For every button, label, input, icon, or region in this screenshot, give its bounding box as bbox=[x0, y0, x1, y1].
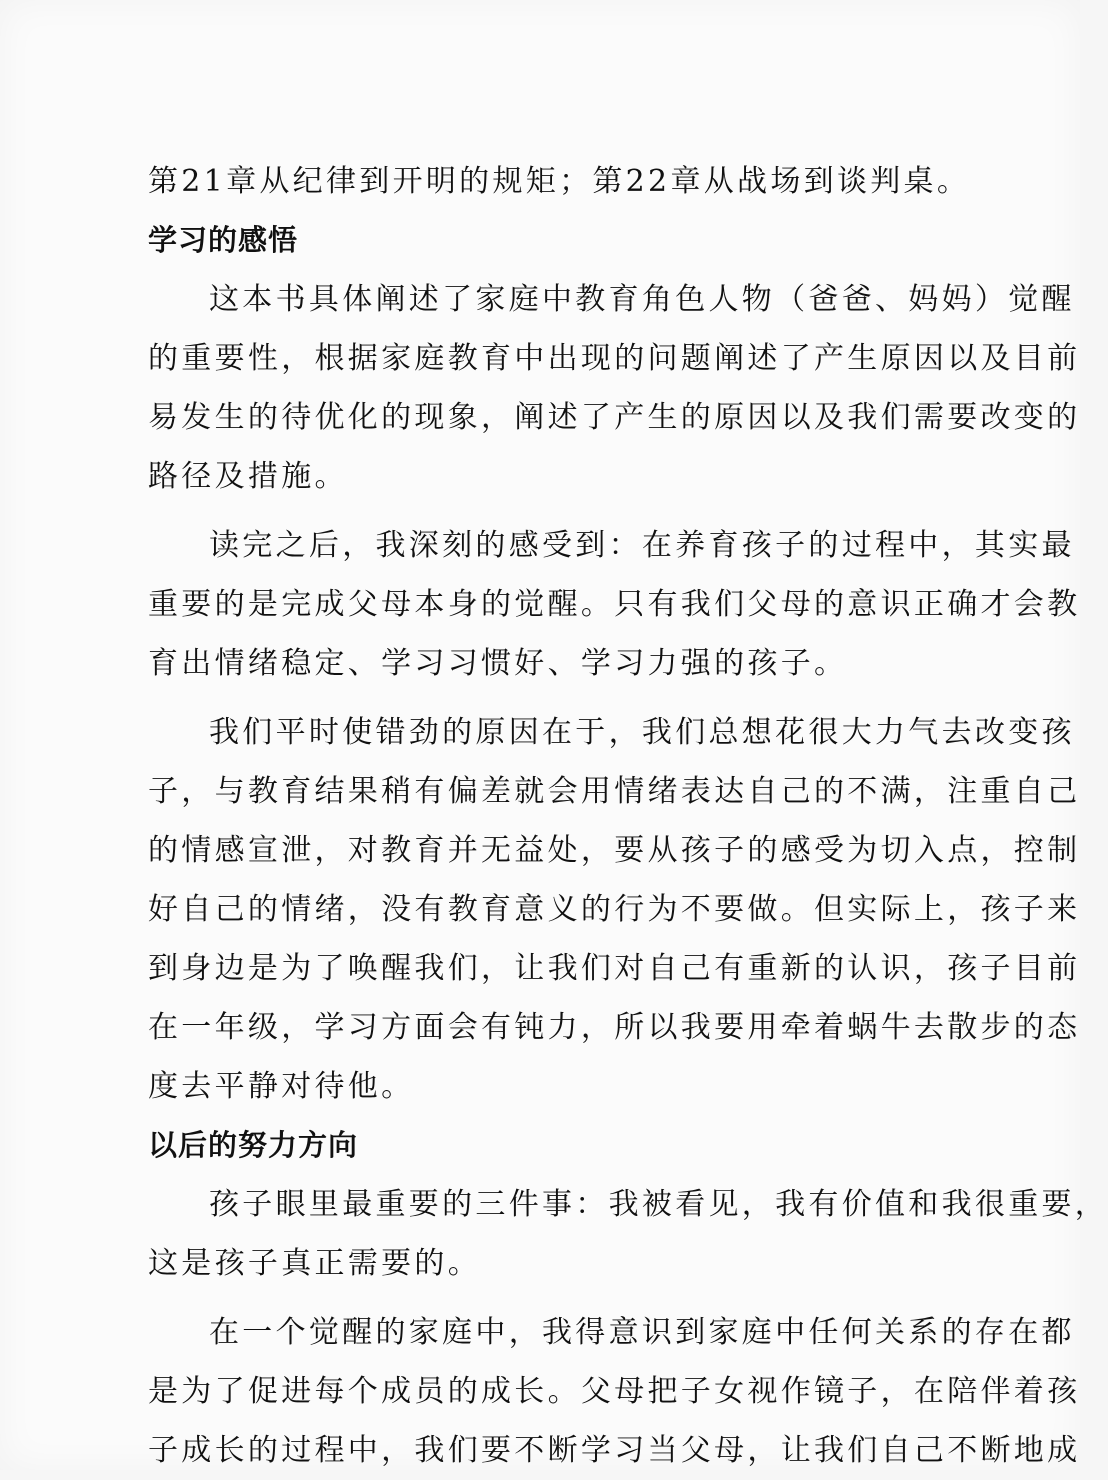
document-body bbox=[148, 152, 1108, 1480]
section-heading-learning-insights: 学习的感悟 bbox=[148, 223, 299, 257]
paragraph bbox=[148, 270, 1081, 506]
paragraph-line: 在一个觉醒的家庭中，我得意识到家庭中任何关系的存在都 bbox=[209, 1315, 1075, 1350]
paragraph-line: 孩子眼里最重要的三件事：我被看见，我有价值和我很重要， bbox=[209, 1187, 1108, 1222]
paragraph-line: 是为了促进每个成员的成长。父母把子女视作镜子，在陪伴着孩 bbox=[148, 1374, 1081, 1409]
paragraph-line: 子成长的过程中，我们要不断学习当父母，让我们自己不断地成 bbox=[148, 1433, 1081, 1468]
paragraph-line: 路径及措施。 bbox=[148, 459, 348, 494]
paragraph-line: 在一年级，学习方面会有钝力，所以我要用牵着蜗牛去散步的态 bbox=[148, 1010, 1081, 1045]
paragraph-line: 我们平时使错劲的原因在于，我们总想花很大力气去改变孩 bbox=[209, 715, 1075, 750]
paragraph-line: 这是孩子真正需要的。 bbox=[148, 1246, 481, 1281]
paragraph-line: 到身边是为了唤醒我们，让我们对自己有重新的认识，孩子目前 bbox=[148, 951, 1081, 986]
paragraph-line: 好自己的情绪，没有教育意义的行为不要做。但实际上，孩子来 bbox=[148, 892, 1081, 927]
intro-line: 第21章从纪律到开明的规矩；第22章从战场到谈判桌。 bbox=[148, 164, 971, 199]
paragraph-line: 的情感宣泄，对教育并无益处，要从孩子的感受为切入点，控制 bbox=[148, 833, 1081, 868]
paragraph-line: 子，与教育结果稍有偏差就会用情绪表达自己的不满，注重自己 bbox=[148, 774, 1081, 809]
paragraph-spacer bbox=[148, 693, 968, 703]
paragraph-line: 这本书具体阐述了家庭中教育角色人物（爸爸、妈妈）觉醒 bbox=[209, 282, 1075, 317]
paragraph-line: 育出情绪稳定、学习习惯好、学习力强的孩子。 bbox=[148, 646, 848, 681]
paragraph-line: 的重要性，根据家庭教育中出现的问题阐述了产生原因以及目前 bbox=[148, 341, 1081, 376]
paragraph-line: 度去平静对待他。 bbox=[148, 1069, 415, 1104]
paragraph bbox=[148, 1175, 1108, 1293]
paragraph bbox=[148, 703, 1081, 1116]
paragraph bbox=[148, 1303, 1081, 1480]
paragraph-line: 重要的是完成父母本身的觉醒。只有我们父母的意识正确才会教 bbox=[148, 587, 1081, 622]
paragraph-line: 读完之后，我深刻的感受到：在养育孩子的过程中，其实最 bbox=[209, 528, 1075, 563]
paragraph bbox=[148, 516, 1081, 693]
section-heading-future-efforts: 以后的努力方向 bbox=[148, 1128, 359, 1162]
paragraph-spacer bbox=[148, 506, 968, 516]
paragraph-spacer bbox=[148, 1293, 968, 1303]
paragraph-line: 易发生的待优化的现象，阐述了产生的原因以及我们需要改变的 bbox=[148, 400, 1081, 435]
